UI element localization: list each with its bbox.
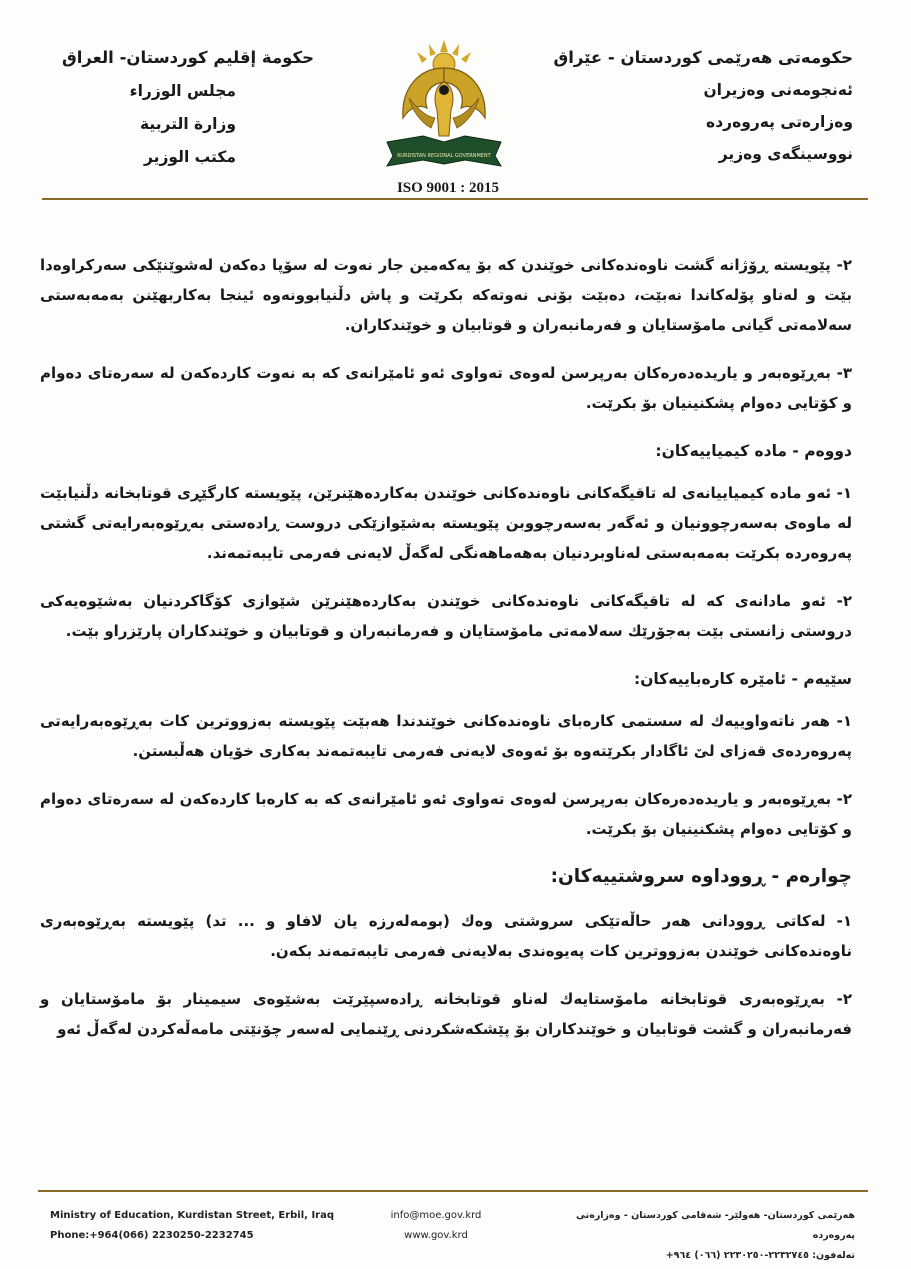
header-arabic-line-2: مجلس الوزراء <box>129 82 236 100</box>
section-heading-third: سێیەم - ئامێرە كارەباییەكان: <box>634 670 852 688</box>
paragraph-3: ١- ئەو مادە كیمیاییانەی لە تاقیگەكانی ناوەندەكانی خوێندن بەكاردەهێنرێن، پێویستە كارگێڕی قوتابخانە دڵنیابێت لە ماوەی بەسەرچوونیان و ئەگەر بەسەرچووبن پێویستە بەشێوازێكی دروست ڕادەستی بەڕێوەبەرایەتی گشتی پەروەردە بكرێت بەمەبەستی لەناوبردنیان بەهەماهەنگی لەگەڵ لایەنی فەرمی تایبەتمەند. <box>40 484 852 562</box>
krg-emblem-icon <box>379 38 509 173</box>
header-arabic-line-4: مكتب الوزير <box>144 148 236 166</box>
header-arabic-line-3: وزارة التربية <box>140 115 236 133</box>
footer-address-ku: هەرێمی كوردستان- هەولێر- شەقامی كوردستان - وەزارەتی پەروەردە <box>576 1210 855 1241</box>
letter-body <box>40 250 852 1062</box>
footer-website[interactable]: www.gov.krd <box>404 1230 468 1241</box>
paragraph-1: ٢- پێویستە ڕۆژانە گشت ناوەندەكانی خوێندن كە بۆ یەكەمین جار نەوت لە سۆپا دەكەن لەشوێنێكی سەركراوەدا بێت و لەناو پۆلەكاندا نەبێت، دەبێت بۆنی نەوتەكە بكرێت و پاش دڵنیابوونەوە ئینجا بەكاربهێنن بەمەبەستی سەلامەتی گیانی مامۆستایان و فەرمانبەران و قوتابیان و خوێندكاران. <box>40 256 852 334</box>
paragraph-2: ٣- بەڕێوەبەر و یاریدەدەرەكان بەرپرسن لەوەی تەواوی ئەو ئامێرانەی كە بە نەوت كاردەكەن لە سەرەتای دەوام و كۆتایی دەوام پشكنینیان بۆ بكرێت. <box>40 364 852 412</box>
header-kurdish-line-1: حكومەتی هەرێمی كوردستان - عێراق <box>553 48 853 67</box>
section-heading-fourth: چوارەم - ڕووداوە سروشتییەكان: <box>550 866 852 887</box>
footer-phone-en: Phone:+964(066) 2230250-2232745 <box>50 1230 254 1241</box>
footer-email[interactable]: info@moe.gov.krd <box>390 1210 482 1221</box>
footer-contact <box>376 1206 496 1246</box>
paragraph-7: ١- لەكاتی ڕوودانی هەر حاڵەتێكی سروشتی وەك (بومەلەرزە یان لافاو و ... تد) پێویستە بەڕێوەبەری ناوەندەكانی خوێندن بەزووترین كات پەیوەندی بەلایەنی فەرمی تایبەتمەند بكەن. <box>40 912 852 960</box>
footer-english <box>50 1206 334 1246</box>
header-kurdish-line-2: ئەنجومەنی وەزیران <box>703 81 853 99</box>
section-heading-second: دووەم - مادە كیمیاییەكان: <box>655 442 852 460</box>
paragraph-5: ١- هەر ناتەواوییەك لە سستمی كارەبای ناوەندەكانی خوێندندا هەبێت پێویستە بەزووترین كات بەڕێوەبەرایەتی پەروەردەی قەزای لێ ئاگادار بكرێتەوە بۆ ئەوەی لایەنی فەرمی تایبەتمەند بەكاری خۆیان هەڵبستن. <box>40 712 852 760</box>
emblem-banner-text: KURDISTAN REGIONAL GOVERNMENT <box>397 153 491 159</box>
header-kurdish-line-3: وەزارەتی پەروەردە <box>706 113 853 131</box>
footer-divider <box>38 1190 868 1192</box>
footer-address-en: Ministry of Education, Kurdistan Street, Erbil, Iraq <box>50 1210 334 1221</box>
paragraph-4: ٢- ئەو مادانەی كە لە تاقیگەكانی ناوەندەكانی خوێندن بەكاردەهێنرێن شێوازی كۆگاكردنیان بەشێوەیەكی دروستی زانستی بێت بەجۆرێك سەلامەتی مامۆستایان و فەرمانبەران و قوتابیان و خوێندكاران پارێزراو بێت. <box>40 592 852 640</box>
header-arabic <box>60 48 320 181</box>
header-arabic-line-1: حكومة إقليم كوردستان- العراق <box>62 48 314 67</box>
header-kurdish <box>553 48 853 177</box>
paragraph-8: ٢- بەڕێوەبەری قوتابخانە مامۆستایەك لەناو قوتابخانە ڕادەسپێرێت بەشێوەی سیمینار بۆ مامۆستایان و فەرمانبەران و گشت قوتابیان و خوێندكاران بۆ پێشكەشكردنی ڕێنمایی لەسەر چۆنێتی مامەڵەكردن لەگەڵ ئەو <box>40 990 852 1038</box>
header-kurdish-line-4: نووسینگەی وەزیر <box>718 145 853 163</box>
iso-certification: ISO 9001 : 2015 <box>396 180 500 196</box>
paragraph-6: ٢- بەڕێوەبەر و یاریدەدەرەكان بەرپرسن لەوەی تەواوی ئەو ئامێرانەی كە بە كارەبا كاردەكەن لە سەرەتای دەوام و كۆتایی دەوام پشكنینیان بۆ بكرێت. <box>40 790 852 838</box>
footer-kurdish <box>555 1206 855 1266</box>
footer-phone-ku: تەلەفون: ٢٢٣٢٧٤٥-٢٢٣٠٢٥٠ (٠٦٦) ٩٦٤+ <box>665 1250 855 1261</box>
header-divider <box>42 198 868 200</box>
